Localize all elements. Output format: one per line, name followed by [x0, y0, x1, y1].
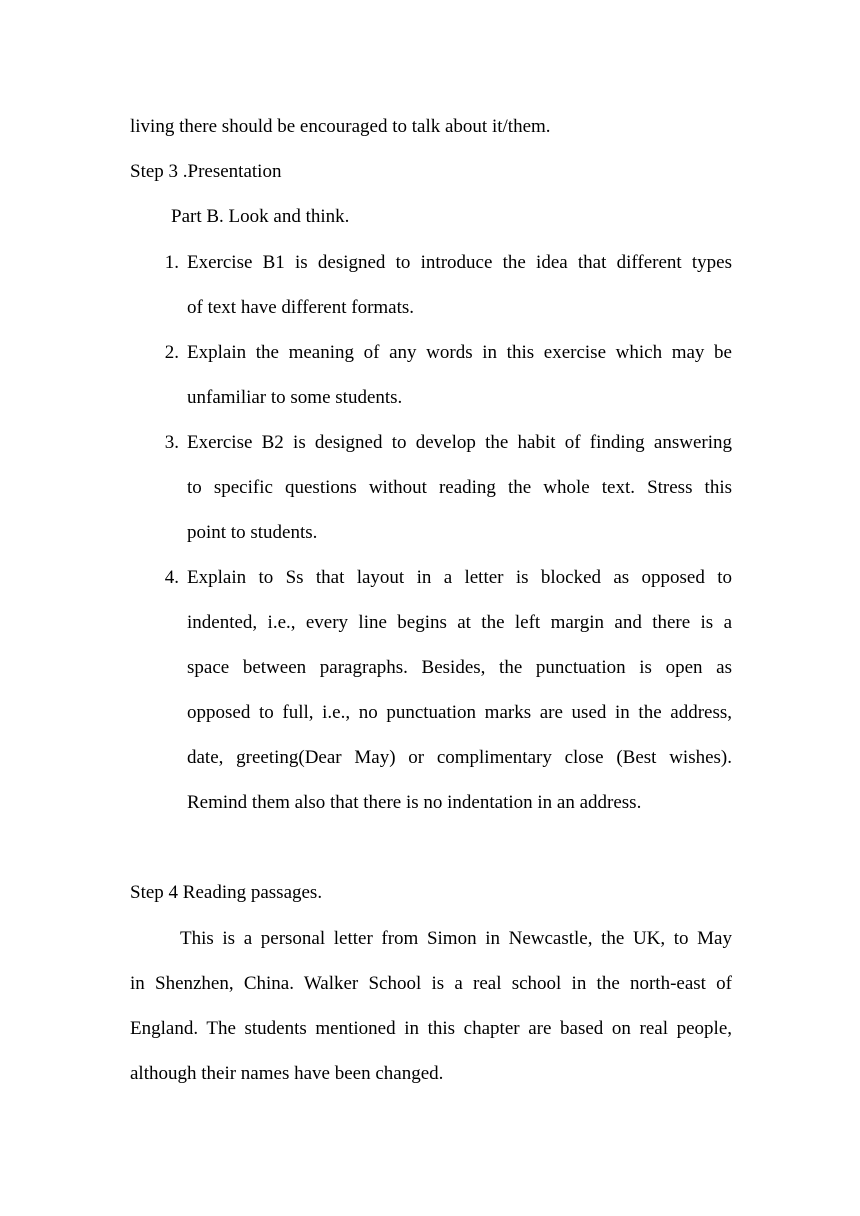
list-item-line: Exercise B1 is designed to introduce the idea that different types — [187, 252, 732, 273]
list-item-line: space between paragraphs. Besides, the punctuation is open as — [187, 657, 732, 678]
list-item-line: indented, i.e., every line begins at the left margin and there is a — [187, 612, 732, 633]
step3-heading: Step 3 .Presentation — [130, 161, 282, 182]
list-item-line: Explain to Ss that layout in a letter is blocked as opposed to — [187, 567, 732, 588]
list-item-line: of text have different formats. — [187, 297, 415, 318]
intro-line: living there should be encouraged to talk about it/them. — [130, 116, 551, 137]
list-item-number: 1. — [164, 252, 179, 273]
list-item-line: opposed to full, i.e., no punctuation marks are used in the address, — [187, 702, 732, 723]
list-item-line: date, greeting(Dear May) or complimentary close (Best wishes). — [187, 747, 732, 768]
paragraph-line: although their names have been changed. — [130, 1063, 444, 1084]
paragraph-line: This is a personal letter from Simon in Newcastle, the UK, to May — [180, 928, 732, 949]
paragraph-line: England. The students mentioned in this chapter are based on real people, — [130, 1018, 732, 1039]
partB-heading: Part B. Look and think. — [171, 206, 350, 227]
list-item-line: Explain the meaning of any words in this exercise which may be — [187, 342, 732, 363]
list-item-number: 2. — [164, 342, 179, 363]
list-item-line: to specific questions without reading the whole text. Stress this — [187, 477, 732, 498]
list-item-number: 3. — [164, 432, 179, 453]
paragraph-line: in Shenzhen, China. Walker School is a real school in the north-east of — [130, 973, 732, 994]
list-item-number: 4. — [164, 567, 179, 588]
list-item-line: Remind them also that there is no indentation in an address. — [187, 792, 642, 813]
list-item-line: Exercise B2 is designed to develop the habit of finding answering — [187, 432, 732, 453]
list-item-line: unfamiliar to some students. — [187, 387, 403, 408]
step4-heading: Step 4 Reading passages. — [130, 882, 323, 903]
list-item-line: point to students. — [187, 522, 318, 543]
